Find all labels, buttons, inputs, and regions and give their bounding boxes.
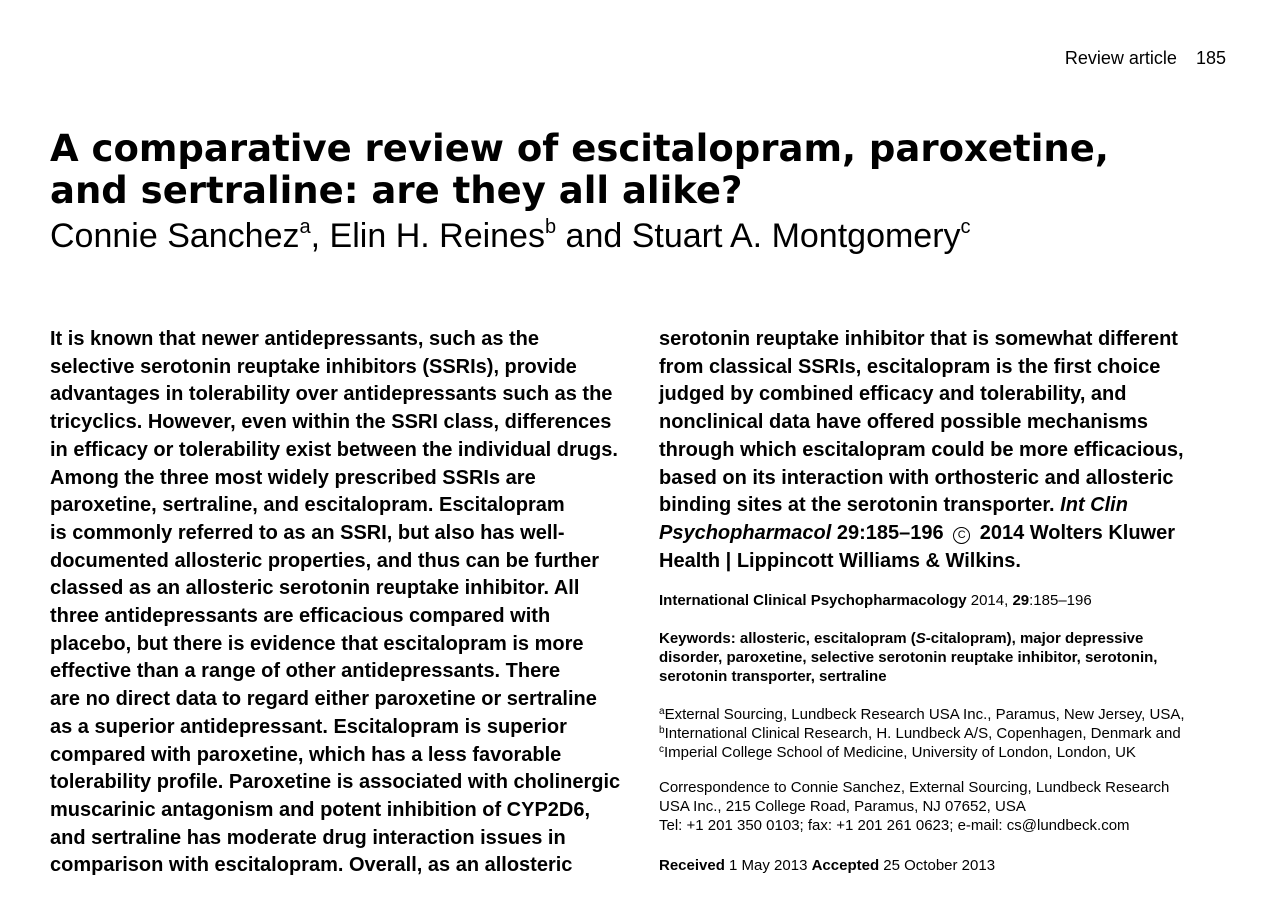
affiliation-mark: b [659,725,665,736]
page-number: 185 [1195,48,1226,68]
keywords-italic: S [915,630,926,647]
abstract-line: compared with paroxetine, which has a less favorable [50,743,562,766]
received-date: 1 May 2013 [724,857,812,874]
journal-year: 2014, [966,592,1013,609]
journal-citation [659,591,1239,610]
keywords-text: -citalopram), major depressive [925,630,1144,647]
article-title [50,128,1200,212]
abstract-line: It is known that newer antidepressants, such as the [50,328,540,350]
abstract-line: Health | Lippincott Williams & Wilkins. [659,549,1021,572]
abstract-line: muscarinic antagonism and potent inhibition of CYP2D6, [50,798,591,821]
abstract-text: binding sites at the serotonin transporter. [659,494,1061,517]
abstract-line: selective serotonin reuptake inhibitors (SSRIs), provide [50,355,577,378]
abstract-left-column [50,326,625,880]
affiliation-text: International Clinical Research, H. Lundbeck A/S, Copenhagen, Denmark and [664,725,1181,742]
abstract-line: as a superior antidepressant. Escitalopram is superior [50,715,567,738]
affiliation-mark: a [659,706,665,717]
accepted-date: 25 October 2013 [879,857,996,874]
journal-pages: :185–196 [1029,592,1092,609]
abstract-line: and sertraline has moderate drug interaction issues in [50,826,566,849]
journal-volume: 29 [1012,592,1030,609]
keywords [659,629,1239,686]
correspondence-line: Tel: +1 201 350 0103; fax: +1 201 261 0623; e-mail: cs@lundbeck.com [659,817,1130,834]
abstract-line: effective than a range of other antidepressants. There [50,660,561,683]
correspondence-line: USA Inc., 215 College Road, Paramus, NJ 07652, USA [659,798,1026,815]
author-affiliation-mark: c [960,215,971,238]
citation-journal: Psychopharmacol [659,521,832,544]
abstract-line: placebo, but there is evidence that escitalopram is more [50,632,584,655]
affiliation-mark: c [659,744,664,755]
keywords-text: allosteric, escitalopram ( [735,630,916,647]
affiliations [659,705,1239,762]
copyright-text: 2014 Wolters Kluwer [974,521,1176,544]
abstract-line: three antidepressants are efficacious compared with [50,605,551,628]
abstract-line: documented allosteric properties, and thus can be further [50,549,599,572]
article-dates [659,856,1239,875]
abstract-right-column [659,326,1219,575]
abstract-line: in efficacy or tolerability exist between the individual drugs. [50,438,618,461]
title-line-2: and sertraline: are they all alike? [50,169,743,212]
author-name: Elin H. Reines [329,217,545,255]
title-line-1: A comparative review of escitalopram, paroxetine, [50,127,1109,170]
abstract-line: is commonly referred to as an SSRI, but also has well- [50,521,565,544]
abstract-line: advantages in tolerability over antidepressants such as the [50,383,613,406]
correspondence [659,778,1239,835]
abstract-line: are no direct data to regard either paroxetine or sertraline [50,688,597,711]
abstract-line: serotonin reuptake inhibitor that is somewhat different [659,328,1178,350]
abstract-line: tricyclics. However, even within the SSRI class, differences [50,411,612,434]
author-separator: and [556,217,632,255]
affiliation-line [659,724,1239,743]
received-label: Received [659,857,725,874]
affiliation-line [659,743,1239,762]
keywords-label: Keywords: [659,630,736,647]
abstract-line: based on its interaction with orthosteric and allosteric [659,466,1174,489]
abstract-line: Among the three most widely prescribed SSRIs are [50,466,536,489]
running-header [1065,48,1226,69]
affiliation-text: Imperial College School of Medicine, University of London, London, UK [664,744,1136,761]
keywords-line: serotonin transporter, sertraline [659,668,887,685]
affiliation-line [659,705,1239,724]
section-label: Review article [1064,48,1177,68]
author-affiliation-mark: a [299,215,311,238]
abstract-line: judged by combined efficacy and tolerability, and [659,383,1127,406]
abstract-line: classed as an allosteric serotonin reuptake inhibitor. All [50,577,580,600]
author-list [50,214,971,258]
abstract-line [659,492,1219,520]
copyright-icon: C [953,527,970,544]
citation-volume: 29:185–196 [831,521,950,544]
abstract-line: comparison with escitalopram. Overall, as an allosteric [50,854,573,877]
keywords-line: disorder, paroxetine, selective serotonin reuptake inhibitor, serotonin, [659,649,1158,666]
citation-journal: Int Clin [1060,494,1128,517]
abstract-line: nonclinical data have offered possible mechanisms [659,411,1149,434]
abstract-line: from classical SSRIs, escitalopram is the first choice [659,355,1161,378]
affiliation-text: External Sourcing, Lundbeck Research USA Inc., Paramus, New Jersey, USA, [664,706,1185,723]
abstract-line: through which escitalopram could be more efficacious, [659,438,1184,461]
abstract-line: paroxetine, sertraline, and escitalopram. Escitalopram [50,494,565,517]
author-affiliation-mark: b [544,215,557,238]
author-name: Connie Sanchez [50,217,300,255]
author-separator: , [310,217,330,255]
abstract-line [659,520,1219,548]
correspondence-line: Correspondence to Connie Sanchez, External Sourcing, Lundbeck Research [659,779,1170,796]
abstract-line: tolerability profile. Paroxetine is associated with cholinergic [50,771,621,794]
accepted-label: Accepted [811,857,880,874]
journal-name: International Clinical Psychopharmacology [659,592,967,609]
author-name: Stuart A. Montgomery [631,217,961,255]
